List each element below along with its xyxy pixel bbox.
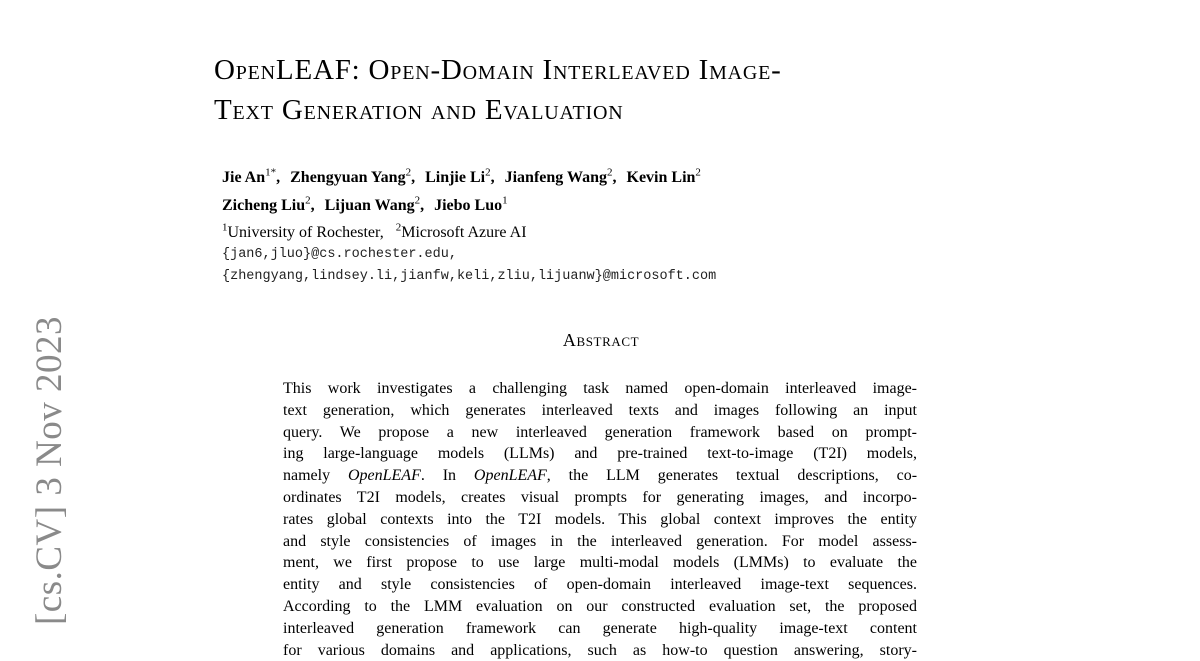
author-block [222, 162, 982, 288]
abstract-line: ing large-language models (LLMs) and pre-trained text-to-image (T2I) models, [283, 445, 917, 463]
paper-title [214, 50, 1014, 130]
email-line-1: {jan6,jluo}@cs.rochester.edu, [222, 246, 457, 262]
abstract-line: ordinates T2I models, creates visual prompts for generating images, and incorpo- [283, 488, 917, 506]
author-name: Zhengyuan Yang$^2$, [290, 167, 416, 187]
abstract-line: and style consistencies of images in the interleaved generation. For model assess- [283, 532, 917, 550]
abstract-line: text generation, which generates interleaved texts and images following an input [283, 401, 917, 419]
author-name: Jiebo Luo$^1$ [434, 194, 508, 214]
arxiv-side-stamp [28, 300, 72, 640]
abstract-body [283, 378, 917, 661]
affiliation: $^2$Microsoft Azure AI [395, 221, 527, 241]
author-name: Jie $An^{1*}$, [222, 167, 281, 187]
author-name: Lijuan Wang$^2$, [324, 194, 425, 214]
abstract-line: This work investigates a challenging task named open-domain interleaved image- [283, 380, 917, 397]
author-name: Zicheng Liu$^2$, [222, 194, 315, 214]
abstract-line: interleaved generation framework can generate high-quality image-text content [283, 619, 917, 637]
title-line-1: OpenLEAF: Open-Domain Interleaved Image- [214, 54, 782, 86]
abstract-line: ment, we first propose to use large multi-modal models (LMMs) to evaluate the [283, 554, 917, 572]
affiliation: $^1$University of Rochester, [222, 221, 384, 241]
author-name: Linjie Li$^2$, [425, 167, 495, 187]
email-line-2: {zhengyang,lindsey.li,jianfw,keli,zliu,lijuanw}@microsoft.com [222, 268, 717, 284]
abstract-heading: Abstract [562, 330, 640, 350]
title-line-2: Text Generation and Evaluation [214, 94, 624, 126]
arxiv-stamp-text: [cs.CV] 3 Nov 2023 [29, 315, 71, 625]
affiliations [222, 217, 982, 244]
abstract-line: namely OpenLEAF. In OpenLEAF, the LLM generates textual descriptions, co- [283, 467, 918, 485]
author-name: Jianfeng Wang$^2$, [504, 167, 617, 187]
abstract-line: entity and style consistencies of open-domain interleaved image-text sequences. [283, 576, 917, 594]
authors-row-2 [222, 189, 982, 216]
authors-row-1 [222, 162, 982, 189]
abstract-line: query. We propose a new interleaved generation framework based on prompt- [283, 423, 917, 441]
author-name: Kevin Lin$^2$ [626, 167, 701, 187]
abstract-line: rates global contexts into the T2I models. This global context improves the entity [283, 510, 917, 528]
abstract-line: for various domains and applications, such as how-to question answering, story- [283, 641, 917, 659]
abstract-line: According to the LMM evaluation on our constructed evaluation set, the proposed [283, 597, 917, 615]
